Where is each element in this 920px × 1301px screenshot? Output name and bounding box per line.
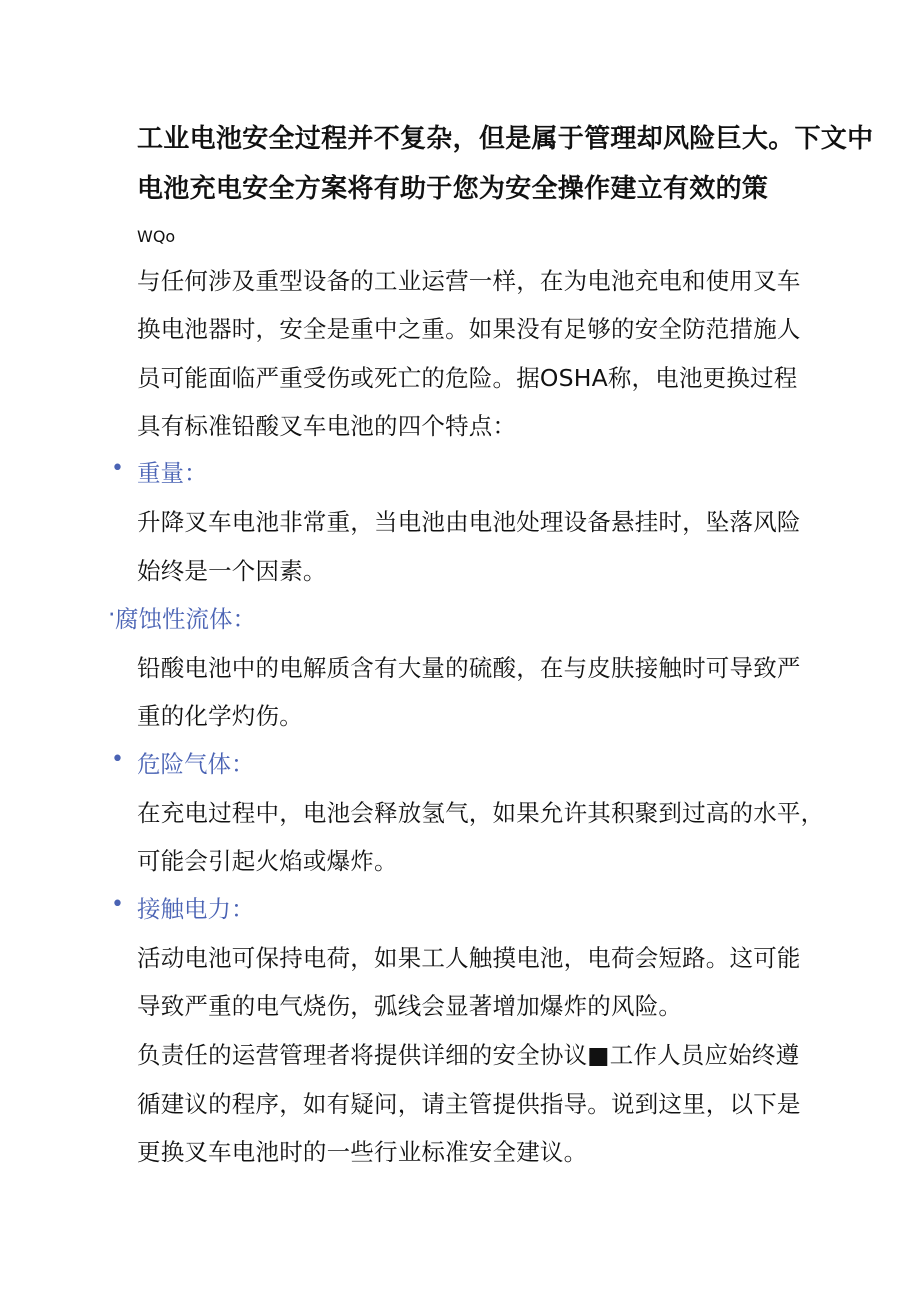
bullet-label-gas: 危险气体： [137, 750, 255, 778]
closing-line-3: 更换叉车电池时的一些行业标准安全建议。 [137, 1138, 588, 1166]
bullet-text-weight-1: 升降叉车电池非常重，当电池由电池处理设备悬挂时，坠落风险 [137, 508, 801, 536]
bullet-text-corrosive-2: 重的化学灼伤。 [137, 702, 303, 730]
bullet-marker-electric: • [111, 892, 124, 917]
bullet-marker-weight: • [111, 456, 124, 481]
intro-line-3: 员可能面临严重受伤或死亡的危险。据OSHA称，电池更换过程 [137, 364, 798, 392]
bullet-label-weight: 重量： [137, 459, 208, 487]
title-line-2: 电池充电安全方案将有助于您为安全操作建立有效的策 [137, 174, 769, 204]
bullet-label-electric: 接触电力： [137, 895, 255, 923]
bullet-text-gas-1: 在充电过程中，电池会释放氢气，如果允许其积聚到过高的水平， [137, 799, 825, 827]
bullet-label-corrosive: 腐蚀性流体： [115, 605, 256, 633]
intro-line-4: 具有标准铅酸叉车电池的四个特点： [137, 412, 517, 440]
closing-line-1: 负责任的运营管理者将提供详细的安全协议■工作人员应始终遵 [137, 1041, 800, 1069]
intro-line-2: 换电池器时，安全是重中之重。如果没有足够的安全防范措施人 [137, 315, 801, 343]
closing-line-2: 循建议的程序，如有疑问，请主管提供指导。说到这里，以下是 [137, 1090, 801, 1118]
code-text: WQo [137, 227, 176, 246]
bullet-text-weight-2: 始终是一个因素。 [137, 557, 327, 585]
bullet-marker-corrosive: · [108, 600, 116, 628]
bullet-text-corrosive-1: 铅酸电池中的电解质含有大量的硫酸，在与皮肤接触时可导致严 [137, 654, 801, 682]
bullet-marker-gas: • [111, 747, 124, 772]
title-line-1: 工业电池安全过程并不复杂，但是属于管理却风险巨大。下文中 [137, 124, 874, 154]
intro-line-1: 与任何涉及重型设备的工业运营一样，在为电池充电和使用叉车 [137, 267, 801, 295]
bullet-text-electric-2: 导致严重的电气烧伤，弧线会显著增加爆炸的风险。 [137, 992, 683, 1020]
bullet-text-gas-2: 可能会引起火焰或爆炸。 [137, 847, 398, 875]
bullet-text-electric-1: 活动电池可保持电荷，如果工人触摸电池，电荷会短路。这可能 [137, 944, 801, 972]
